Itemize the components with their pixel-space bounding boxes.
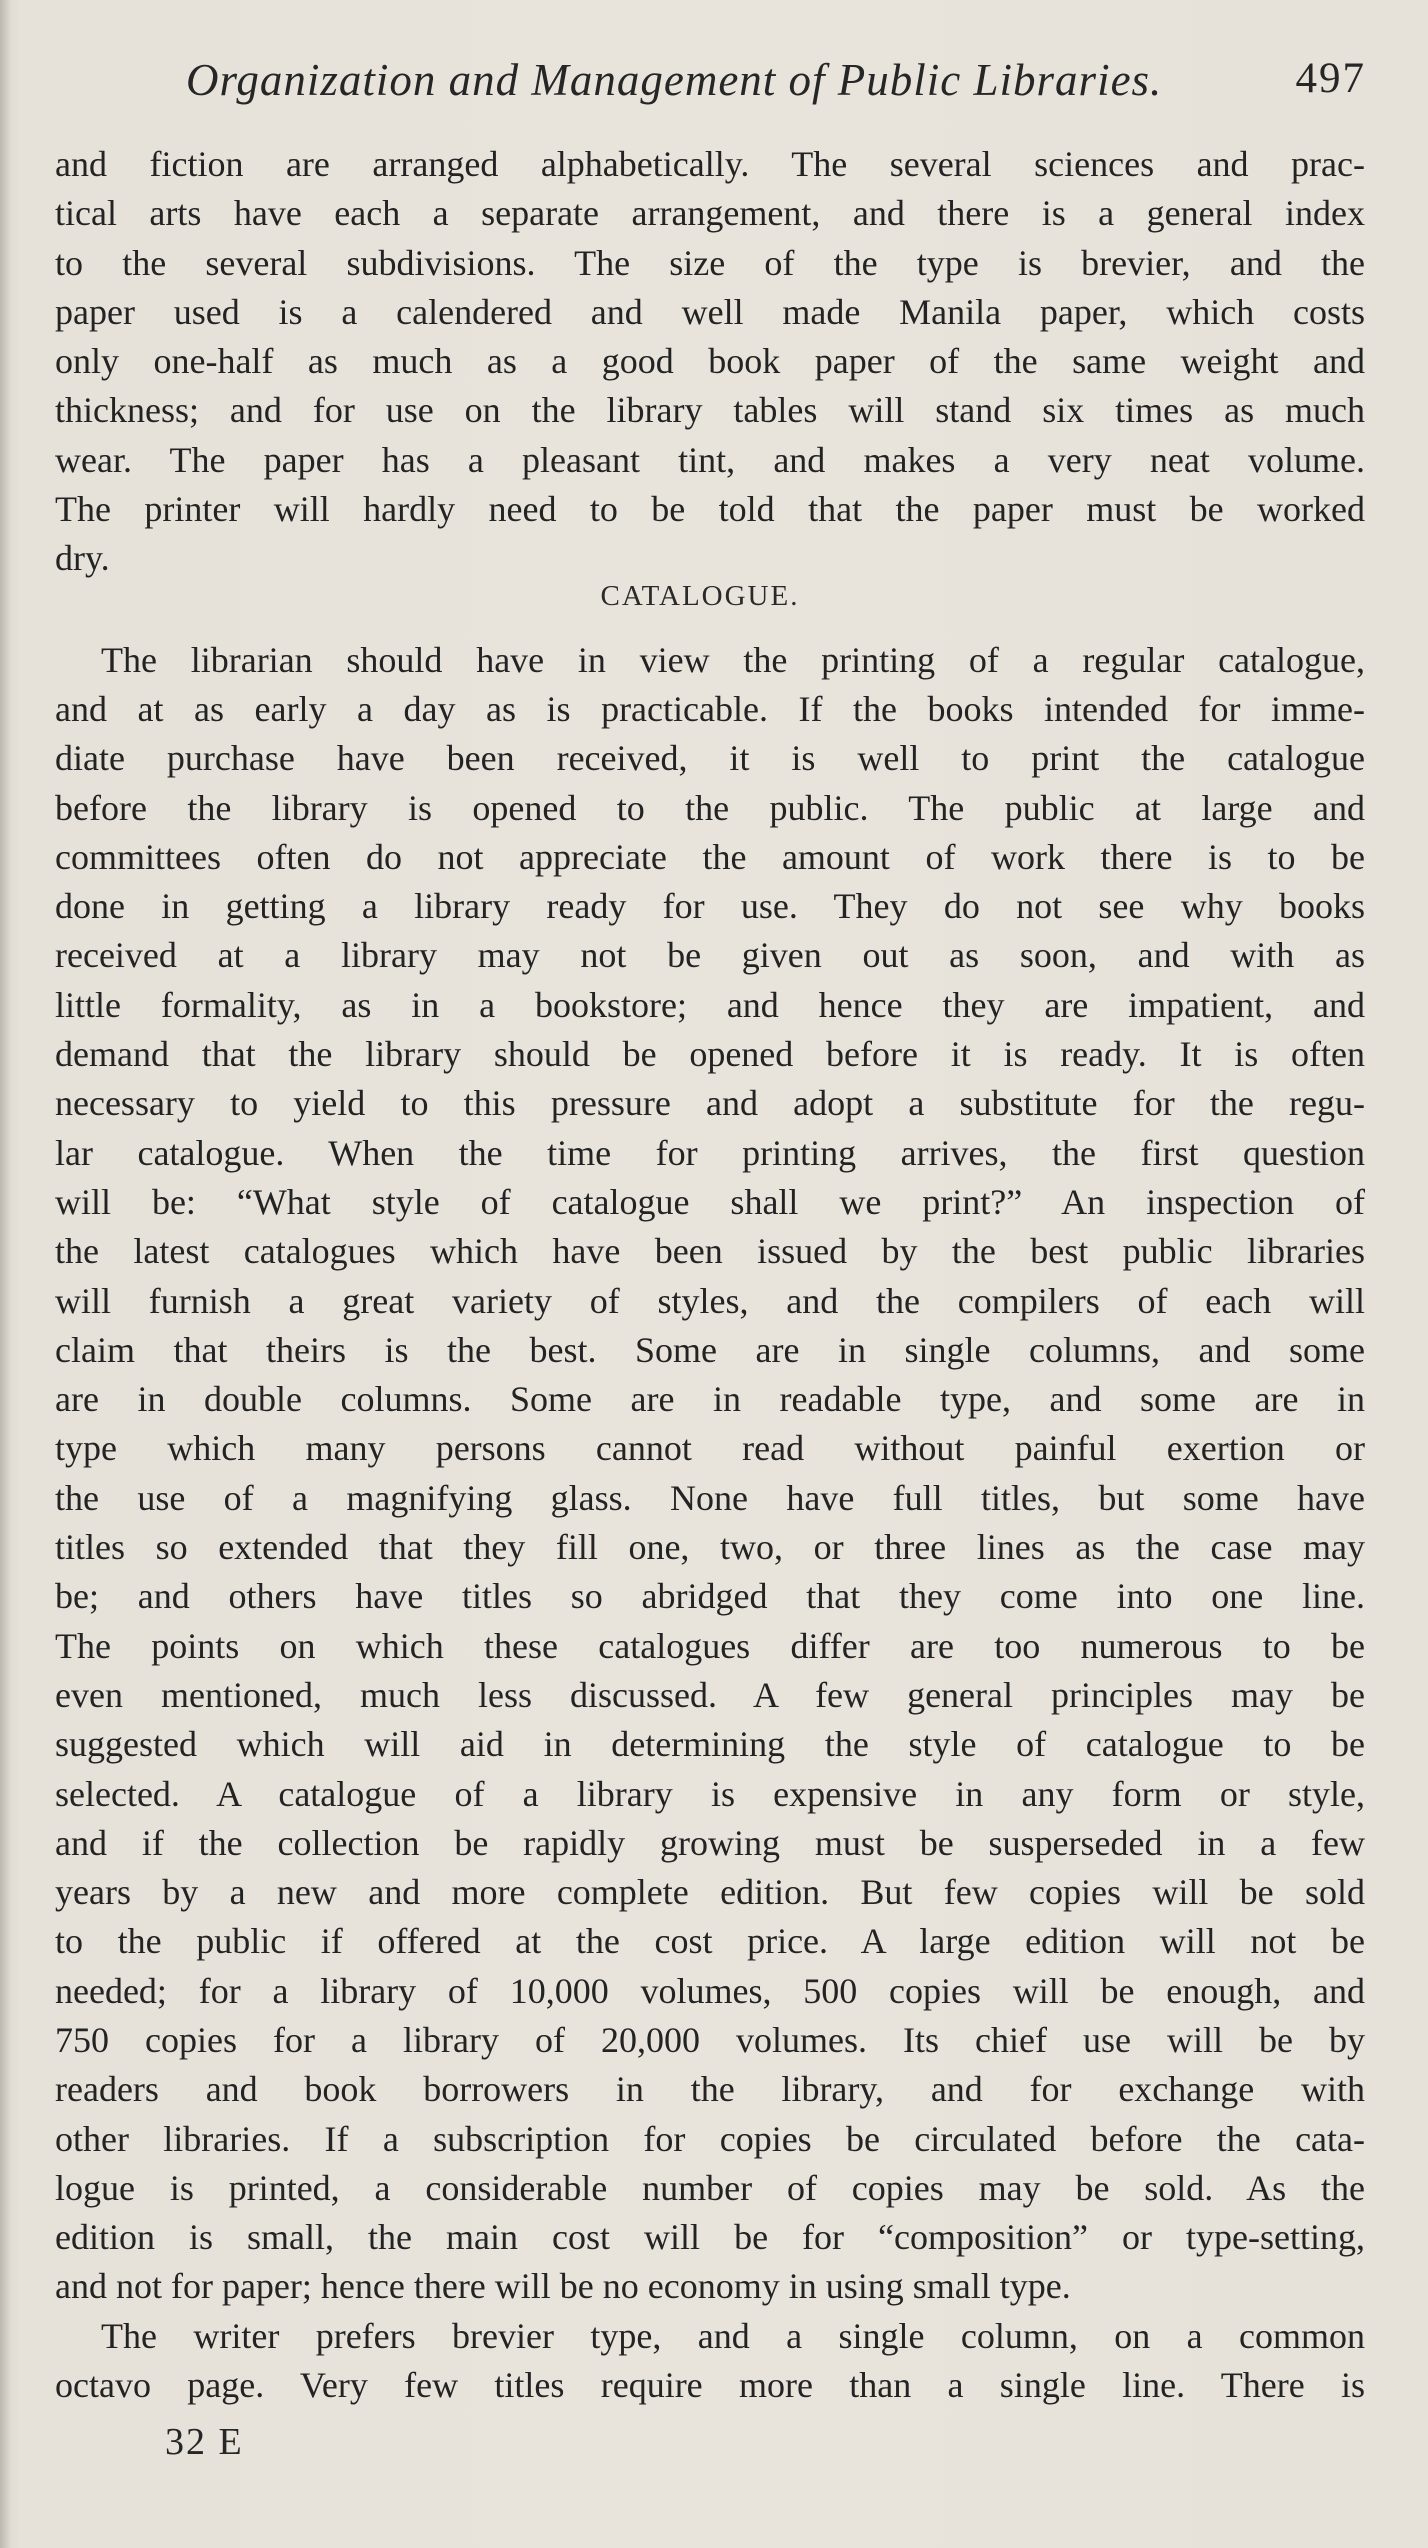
text-line: wear. The paper has a pleasant tint, and makes a very neat volume.	[55, 439, 1365, 480]
text-line: be; and others have titles so abridged that they come into one line.	[55, 1576, 1365, 1617]
text-line: thickness; and for use on the library tables will stand six times as much	[55, 390, 1365, 431]
text-line: The writer prefers brevier type, and a single column, on a common	[101, 2315, 1365, 2356]
text-line: diate purchase have been received, it is well to print the catalogue	[55, 738, 1365, 779]
text-line: other libraries. If a subscription for copies be circulated before the cata-	[55, 2118, 1365, 2159]
text-line: committees often do not appreciate the amount of work there is to be	[55, 836, 1365, 877]
text-line: The points on which these catalogues differ are too numerous to be	[55, 1625, 1365, 1666]
text-line: and if the collection be rapidly growing must be susperseded in a few	[55, 1822, 1365, 1863]
body-text	[55, 140, 1365, 2410]
text-line: lar catalogue. When the time for printing arrives, the first question	[55, 1132, 1365, 1173]
signature-mark: 32 E	[165, 2421, 244, 2463]
text-line: octavo page. Very few titles require more than a single line. There is	[55, 2365, 1365, 2406]
paragraph	[55, 2312, 1365, 2411]
text-line: and fiction are arranged alphabetically. The several sciences and prac-	[55, 144, 1365, 184]
text-line: necessary to yield to this pressure and adopt a substitute for the regu-	[55, 1083, 1365, 1124]
section-heading: CATALOGUE.	[600, 579, 800, 612]
text-line: The librarian should have in view the printing of a regular catalogue,	[101, 639, 1365, 680]
text-line: type which many persons cannot read without painful exertion or	[55, 1428, 1365, 1469]
text-line: titles so extended that they fill one, two, or three lines as the case may	[55, 1527, 1365, 1568]
text-line: before the library is opened to the public. The public at large and	[55, 787, 1365, 828]
text-line: paper used is a calendered and well made Manila paper, which costs	[55, 291, 1365, 332]
text-line: demand that the library should be opened before it is ready. It is often	[55, 1034, 1365, 1075]
text-line: received at a library may not be given out as soon, and with as	[55, 935, 1365, 976]
text-line: the latest catalogues which have been issued by the best public libraries	[55, 1231, 1365, 1272]
paragraph	[55, 636, 1365, 2312]
paragraph	[55, 140, 1365, 584]
text-line: readers and book borrowers in the library, and for exchange with	[55, 2069, 1365, 2110]
text-line: little formality, as in a bookstore; and hence they are impatient, and	[55, 984, 1365, 1025]
text-line: dry.	[55, 538, 110, 579]
text-line: to the public if offered at the cost price. A large edition will not be	[55, 1921, 1365, 1962]
text-line: are in double columns. Some are in readable type, and some are in	[55, 1379, 1365, 1420]
page-number: 497	[1295, 55, 1366, 102]
page-binding-edge	[0, 0, 10, 2548]
text-line: done in getting a library ready for use. They do not see why books	[55, 886, 1365, 927]
running-head	[186, 54, 1366, 114]
text-line: the use of a magnifying glass. None have full titles, but some have	[55, 1477, 1365, 1518]
text-line: only one-half as much as a good book paper of the same weight and	[55, 341, 1365, 382]
text-line: needed; for a library of 10,000 volumes, 500 copies will be enough, and	[55, 1970, 1365, 2011]
text-line: even mentioned, much less discussed. A few general principles may be	[55, 1674, 1365, 1715]
text-line: and not for paper; hence there will be no economy in using small type.	[55, 2266, 1071, 2307]
running-title: Organization and Management of Public Libraries.	[186, 55, 1163, 105]
text-line: tical arts have each a separate arrangement, and there is a general index	[55, 193, 1365, 234]
text-line: years by a new and more complete edition. But few copies will be sold	[55, 1872, 1365, 1913]
text-line: and at as early a day as is practicable. If the books intended for imme-	[55, 688, 1365, 729]
text-line: will be: “What style of catalogue shall we print?” An inspection of	[55, 1181, 1365, 1222]
text-line: edition is small, the main cost will be for “composition” or type-setting,	[55, 2217, 1365, 2258]
text-line: selected. A catalogue of a library is expensive in any form or style,	[55, 1773, 1365, 1814]
text-line: claim that theirs is the best. Some are in single columns, and some	[55, 1329, 1365, 1370]
text-line: will furnish a great variety of styles, and the compilers of each will	[55, 1280, 1365, 1321]
text-line: suggested which will aid in determining the style of catalogue to be	[55, 1724, 1365, 1765]
text-line: to the several subdivisions. The size of the type is brevier, and the	[55, 242, 1365, 283]
text-line: logue is printed, a considerable number of copies may be sold. As the	[55, 2167, 1365, 2208]
text-line: The printer will hardly need to be told that the paper must be worked	[55, 489, 1365, 530]
text-line: 750 copies for a library of 20,000 volumes. Its chief use will be by	[55, 2019, 1365, 2060]
